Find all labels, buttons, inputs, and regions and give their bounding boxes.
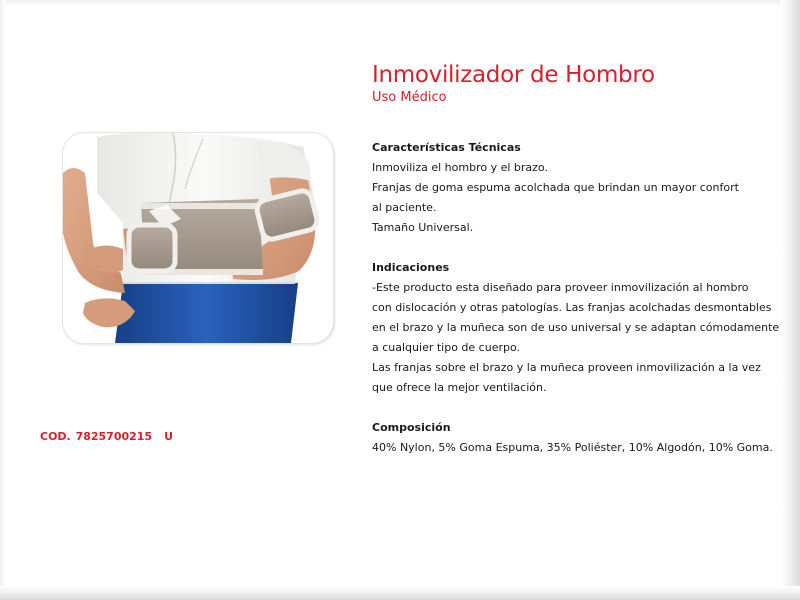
- features-line: al paciente.: [372, 201, 437, 214]
- page-frame-top: [0, 0, 800, 6]
- indications-line: Las franjas sobre el brazo y la muñeca proveen inmovilización a la vez: [372, 361, 761, 374]
- section-spacer: [372, 238, 782, 258]
- indications-line: -Este producto esta diseñado para proveer inmovilización al hombro: [372, 281, 749, 294]
- product-code-suffix: U: [164, 430, 174, 443]
- indications-line: en el brazo y la muñeca son de uso universal y se adaptan cómodamente: [372, 321, 780, 334]
- page-frame-right: [780, 0, 800, 600]
- features-heading: Características Técnicas: [372, 141, 521, 154]
- product-subtitle: Uso Médico: [372, 90, 447, 105]
- indications-heading: Indicaciones: [372, 261, 450, 274]
- section-spacer: [372, 398, 782, 418]
- features-line: Tamaño Universal.: [372, 221, 474, 234]
- features-line: Franjas de goma espuma acolchada que brindan un mayor confort: [372, 181, 739, 194]
- page-frame-left: [0, 0, 6, 600]
- pants-shape: [115, 283, 298, 343]
- product-code-number: COD. 7825700215: [40, 430, 153, 443]
- composition-heading: Composición: [372, 421, 451, 434]
- product-code: [40, 430, 173, 443]
- indications-line: a cualquier tipo de cuerpo.: [372, 341, 521, 354]
- indications-line: que ofrece la mejor ventilación.: [372, 381, 547, 394]
- product-details: [372, 138, 782, 458]
- wrist-cuff: [129, 225, 175, 271]
- shoulder-immobilizer-illustration: [63, 133, 333, 343]
- product-photo: [62, 132, 334, 344]
- page-frame-bottom: [0, 586, 800, 600]
- product-title: Inmovilizador de Hombro: [372, 62, 655, 88]
- composition-line: 40% Nylon, 5% Goma Espuma, 35% Poliéster, 10% Algodón, 10% Goma.: [372, 441, 773, 454]
- indications-line: con dislocación y otras patologías. Las franjas acolchadas desmontables: [372, 301, 772, 314]
- features-line: Inmoviliza el hombro y el brazo.: [372, 161, 548, 174]
